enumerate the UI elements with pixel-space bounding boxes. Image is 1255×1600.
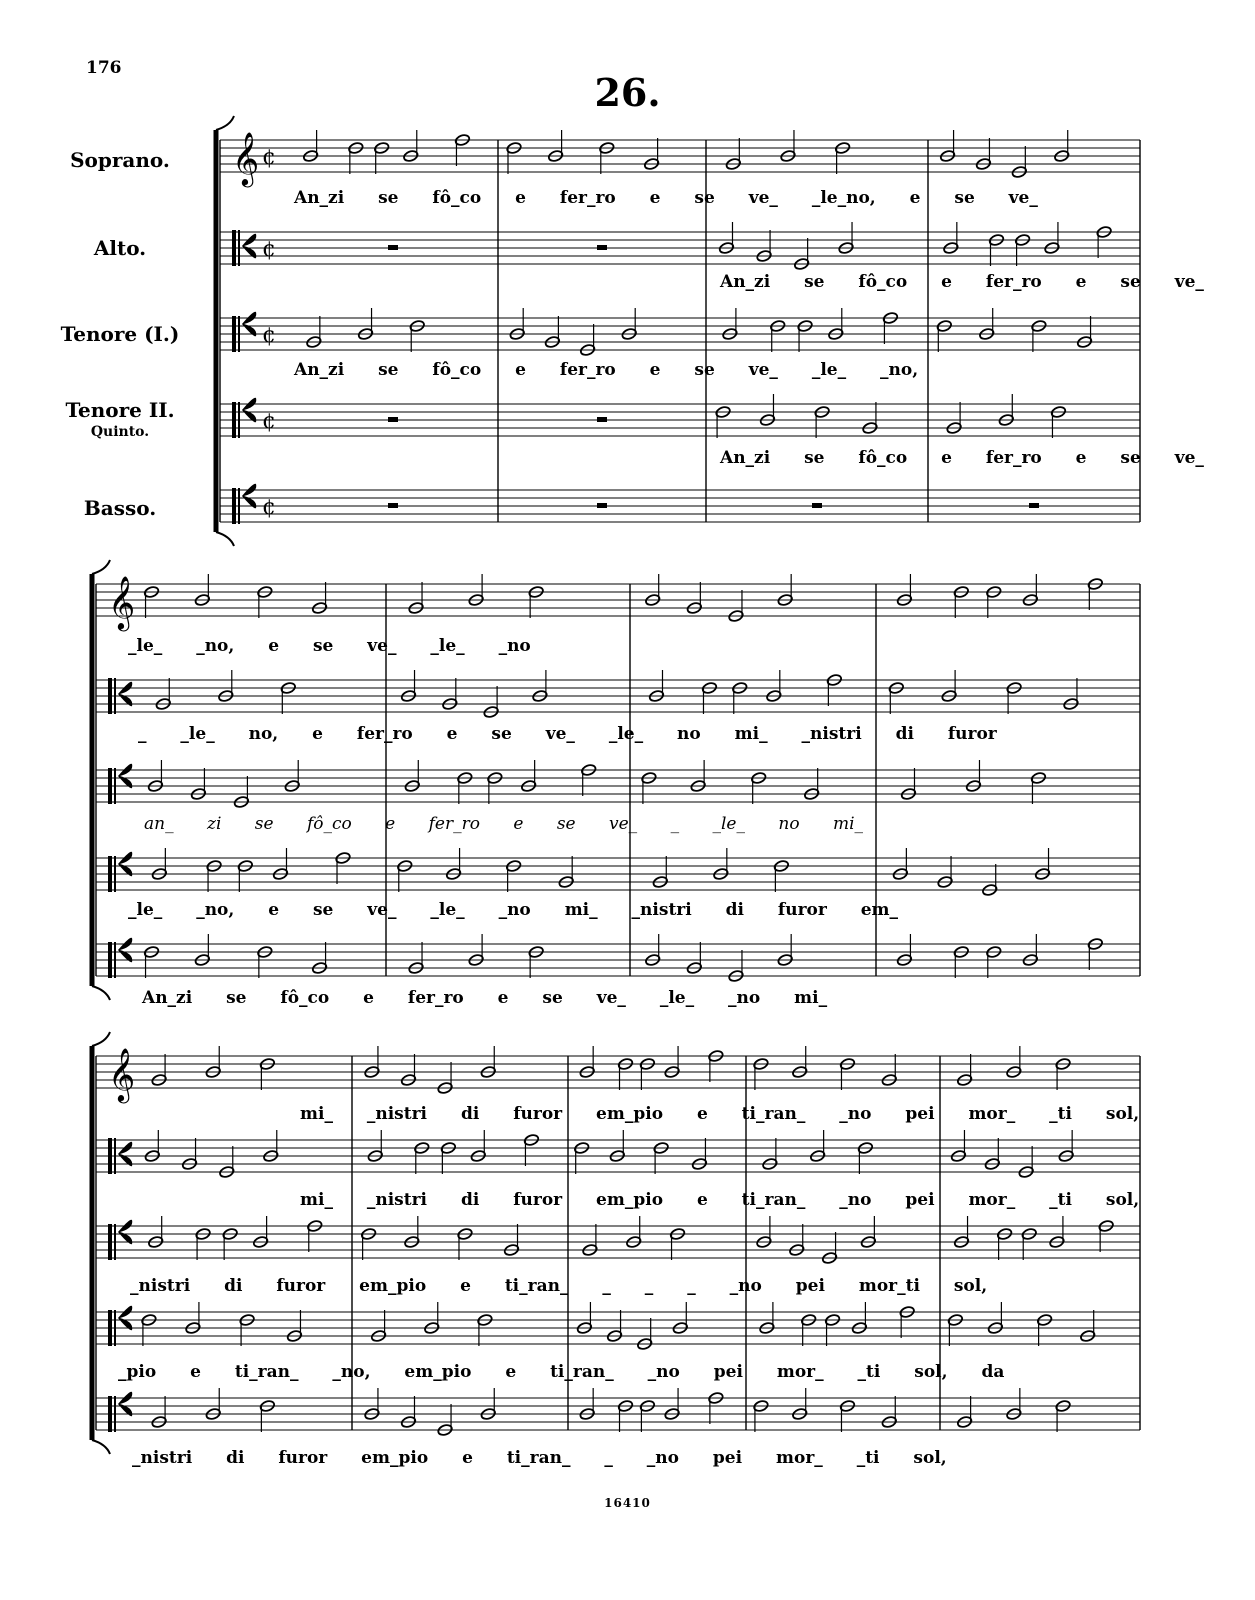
c-clef-curve [118,1142,132,1167]
lyric-line: mi_ _nistri di furor em_pio e ti_ran_ _no pei mor_ _ti sol, [300,1190,1140,1210]
lyric-line: an_ zi se fô_co e fer_ro e se ve_ _ _le_ no mi_ [144,814,864,834]
whole-rest [597,503,607,508]
whole-rest [388,503,398,508]
c-clef-bar [114,856,116,892]
voice-label-tenore-2: Tenore II. [65,398,175,422]
c-clef-bar [114,678,116,714]
lyric-line: An_zi se fô_co e fer_ro e se ve_ _le_ _no mi_ [142,988,828,1008]
lyric-line: _le_ _no, e se ve_ _le_ _no [128,636,531,656]
lyric-line: _ _le_ no, e fer_ro e se ve_ _le_ no mi_ _nistri di furor [138,724,997,744]
c-clef-icon [108,768,112,804]
bracket-hook [92,986,110,1000]
voice-label-soprano: Soprano. [70,148,170,172]
piece-number: 26. [594,70,661,115]
lyric-line: _le_ _no, e se ve_ _le_ _no mi_ _nistri di furor em_ [128,900,899,920]
c-clef-curve [118,938,132,963]
c-clef-curve [242,312,256,337]
c-clef-curve [118,1220,132,1245]
c-clef-curve [242,484,256,509]
page-number: 176 [86,58,122,78]
bracket-hook [92,1440,110,1454]
cut-time-icon: ¢ [262,495,276,520]
c-clef-curve [118,682,132,707]
c-clef-bar [114,1138,116,1174]
c-clef-bar [238,316,240,352]
lyric-line: mi_ _nistri di furor em_pio e ti_ran_ _no pei mor_ _ti sol, [300,1104,1140,1124]
cut-time-icon: ¢ [262,409,276,434]
c-clef-icon [108,942,112,978]
c-clef-bar [114,1310,116,1346]
c-clef-icon [108,1138,112,1174]
c-clef-icon [232,488,236,524]
voice-label-basso: Basso. [83,496,157,520]
whole-rest [388,417,398,422]
bracket-hook [216,116,234,130]
c-clef-icon [108,856,112,892]
c-clef-bar [238,488,240,524]
c-clef-bar [114,942,116,978]
plate-number: 16410 [604,1496,651,1510]
cut-time-icon: ¢ [262,323,276,348]
whole-rest [597,417,607,422]
c-clef-bar [238,402,240,438]
lyric-line: _nistri di furor em_pio e ti_ran_ _ _no pei mor_ _ti sol, [132,1448,947,1468]
c-clef-curve [118,852,132,877]
whole-rest [1029,503,1039,508]
whole-rest [597,245,607,250]
voice-label-tenore-1: Tenore (I.) [60,322,180,346]
c-clef-icon [108,1224,112,1260]
c-clef-icon [232,230,236,266]
bracket-hook [216,532,234,546]
cut-time-icon: ¢ [262,145,276,170]
c-clef-curve [242,398,256,423]
voice-label-quinto: Quinto. [90,424,150,440]
c-clef-curve [118,1392,132,1417]
c-clef-icon [108,1396,112,1432]
voice-label-alto: Alto. [93,236,147,260]
c-clef-curve [242,234,256,259]
treble-clef-icon: 𝄞 [108,1047,136,1101]
whole-rest [812,503,822,508]
cut-time-icon: ¢ [262,237,276,262]
c-clef-icon [108,678,112,714]
bracket-hook [92,560,110,574]
c-clef-bar [238,230,240,266]
lyric-line: An_zi se fô_co e fer_ro e se ve_ _le_ _no, [294,360,919,380]
lyric-line: An_zi se fô_co e fer_ro e se ve_ _le_no, e se ve_ [294,188,1038,208]
c-clef-curve [118,764,132,789]
lyric-line: An_zi se fô_co e fer_ro e se ve_ [720,272,1204,292]
lyric-line: _nistri di furor em_pio e ti_ran_ _ _ _ _no pei mor_ti sol, [130,1276,988,1296]
c-clef-icon [108,1310,112,1346]
lyric-line: _pio e ti_ran_ _no, em_pio e ti_ran_ _no pei mor_ _ti sol, da [118,1362,1005,1382]
treble-clef-icon: 𝄞 [232,131,260,185]
c-clef-bar [114,768,116,804]
c-clef-bar [114,1396,116,1432]
lyric-line: An_zi se fô_co e fer_ro e se ve_ [720,448,1204,468]
bracket-hook [92,1032,110,1046]
c-clef-icon [232,316,236,352]
c-clef-curve [118,1306,132,1331]
c-clef-icon [232,402,236,438]
c-clef-bar [114,1224,116,1260]
whole-rest [388,245,398,250]
treble-clef-icon: 𝄞 [108,575,136,629]
